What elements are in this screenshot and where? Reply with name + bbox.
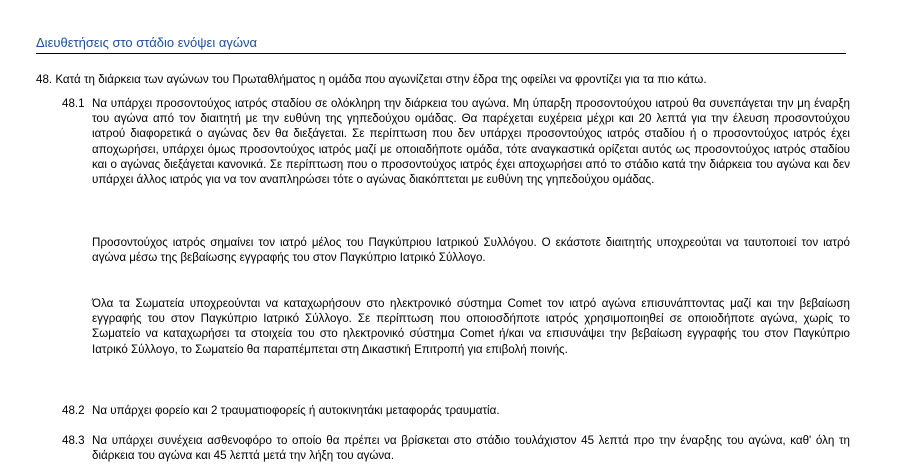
section-title: Διευθετήσεις στο στάδιο ενόψει αγώνα (36, 35, 257, 50)
clause-text: Να υπάρχει συνέχεια ασθενοφόρο το οποίο θα πρέπει να βρίσκεται στο στάδιο τουλάχιστον 45 λεπτά προ την έναρξης του αγώνα, καθ' όλη τη διάρκεια του αγώνα και 45 λεπτά μετά την λήξη του αγώνα. (92, 434, 850, 463)
clause-48-1-paragraph: Προσοντούχος ιατρός σημαίνει τον ιατρό μέλος του Παγκύπριου Ιατρικού Συλλόγου. Ο εκάστοτε διαιτητής υποχρεούται να ταυτοποιεί τον ιατρό αγώνα μέσω της βεβαίωσης εγγραφής του στον Παγκύπριο Ιατρικό Σύλλογο. (92, 236, 850, 265)
clause-text: Να υπάρχει φορείο και 2 τραυματιοφορείς ή αυτοκινητάκι μεταφοράς τραυματία. (92, 404, 500, 417)
clause-number: 48.1 (62, 97, 85, 110)
section-header (36, 35, 846, 54)
clause-number: 48.2 (62, 404, 85, 417)
clause-number: 48.3 (62, 434, 85, 447)
clause-48-1-paragraph: Όλα τα Σωματεία υποχρεούνται να καταχωρήσουν στο ηλεκτρονικό σύστημα Comet τον ιατρό αγώνα επισυνάπτοντας μαζί και την βεβαίωση εγγραφής του στον Παγκύπριο Ιατρικό Σύλλογο. Σε περίπτωση που οποιοσδήποτε ιατρός χρησιμοποιηθεί σε οποιοδήποτε αγώνα, χωρίς το Σωματείο να καταχωρήσει τα στοιχεία του στο ηλεκτρονικό σύστημα Comet ή/και να επισυνάψει την βεβαίωση εγγραφής του στον Παγκύπριο Ιατρικό Σύλλογο, το Σωματείο θα παραπέμπεται στη Δικαστική Επιτροπή για επιβολή ποινής. (92, 297, 850, 356)
clause-text: Να υπάρχει προσοντούχος ιατρός σταδίου σε ολόκληρη την διάρκεια του αγώνα. Μη ύπαρξη προσοντούχου ιατρού θα συνεπάγεται την μη έναρξη του αγώνα από τον διαιτητή με την ευθύνη της γηπεδούχου ομάδας. Θα παρέχεται ευχέρεια μέχρι και 20 λεπτά για την έλευση προσοντούχου ιατρού διαφορετικά ο αγώνας δεν θα διεξάγεται. Σε περίπτωση που δεν υπάρχει προσοντούχος ιατρός σταδίου ή ο προσοντούχος ιατρός έχει αποχωρήσει, υπάρχει όμως προσοντούχος ιατρός μαζί με οποιαδήποτε ομάδα, τότε αναγκαστικά ορίζεται αυτός ως προσοντούχος ιατρός σταδίου και ο αγώνας διεξάγεται κανονικά. Σε περίπτωση που ο προσοντούχος ιατρός έχει αποχωρήσει από το στάδιο κατά την διάρκεια του αγώνα και δεν υπάρχει άλλος ιατρός για να τον αναπληρώσει τότε ο αγώνας διακόπτεται με ευθύνη της γηπεδούχου ομάδας. (92, 97, 850, 187)
intro-paragraph: 48. Κατά τη διάρκεια των αγώνων του Πρωταθλήματος η ομάδα που αγωνίζεται στην έδρα της οφείλει να φροντίζει για τα πιο κάτω. (36, 73, 707, 86)
